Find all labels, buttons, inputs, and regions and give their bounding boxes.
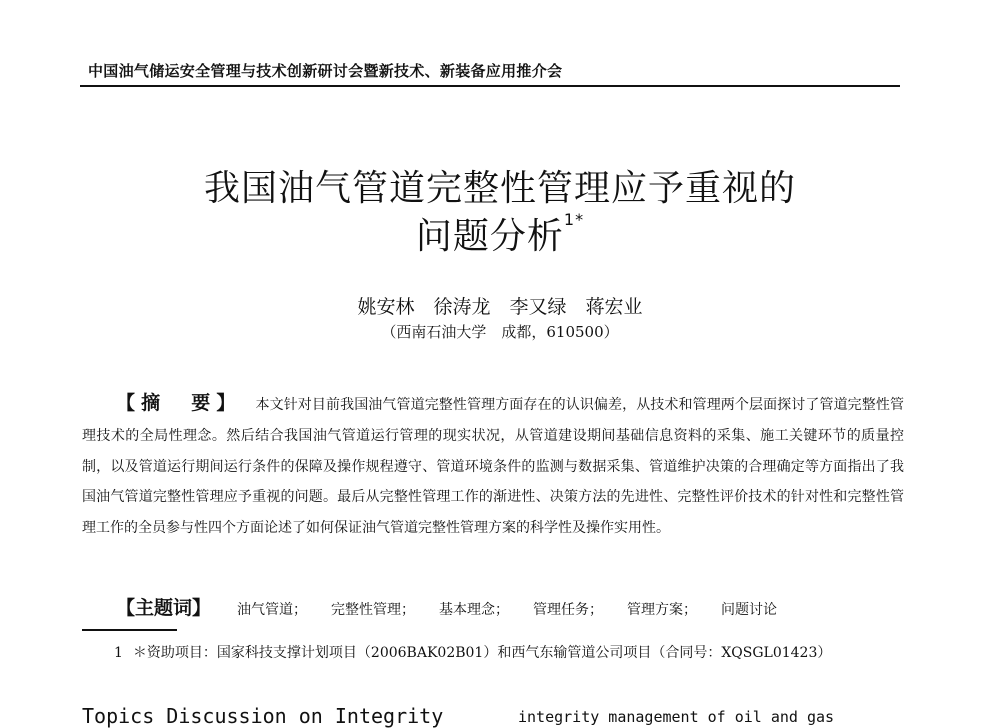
header-rule — [80, 85, 900, 87]
keyword: 完整性管理； — [331, 602, 416, 618]
paper-title-text: 问题分析 — [415, 216, 564, 257]
keyword: 管理任务； — [533, 602, 604, 618]
affiliation: （西南石油大学 成都，610500） — [381, 323, 619, 341]
keyword: 油气管道； — [237, 602, 308, 618]
abstract — [82, 388, 904, 544]
conference-header: 中国油气储运安全管理与技术创新研讨会暨新技术、新装备应用推介会 — [88, 62, 563, 80]
keywords — [116, 593, 801, 620]
keyword: 问题讨论 — [721, 602, 778, 618]
footnote-number: 1 — [114, 645, 123, 661]
keywords-label: 【主题词】 — [116, 597, 212, 619]
keyword: 基本理念； — [439, 602, 510, 618]
paper-title-line-1: 我国油气管道完整性管理应予重视的 — [203, 168, 796, 209]
abstract-label: 【摘 要】 — [116, 392, 242, 414]
footnote-rule — [82, 629, 177, 631]
author-list: 姚安林 徐涛龙 李又绿 蒋宏业 — [357, 296, 643, 318]
abstract-text: 本文针对目前我国油气管道完整性管理方面存在的认识偏差，从技术和管理两个层面探讨了管道完整性管理技术的全局性理念。然后结合我国油气管道运行管理的现实状况，从管道建设期间基础信息资料的采集、施工关键环节的质量控制，以及管道运行期间运行条件的保障及操作规程遵守、管道环境条件的监测与数据采集、管道维护决策的合理确定等方面指出了我国油气管道完整性管理应予重视的问题。最后从完整性管理工作的渐进性、决策方法的先进性、完整性评价技术的针对性和完整性管理工作的全员参与性四个方面论述了如何保证油气管道完整性管理方案的科学性及操作实用性。 — [82, 397, 904, 537]
paper-title-line-2 — [0, 208, 1000, 259]
english-abstract-fragment: integrity management of oil and gas — [518, 708, 835, 726]
footnote — [82, 639, 904, 667]
english-title-fragment: Topics Discussion on Integrity — [82, 704, 444, 728]
title-footnote-mark: 1* — [563, 210, 585, 229]
footnote-text: ＊资助项目：国家科技支撑计划项目（2006BAK02B01）和西气东输管道公司项目（合同号：XQSGL01423） — [132, 645, 832, 661]
keyword: 管理方案； — [627, 602, 698, 618]
